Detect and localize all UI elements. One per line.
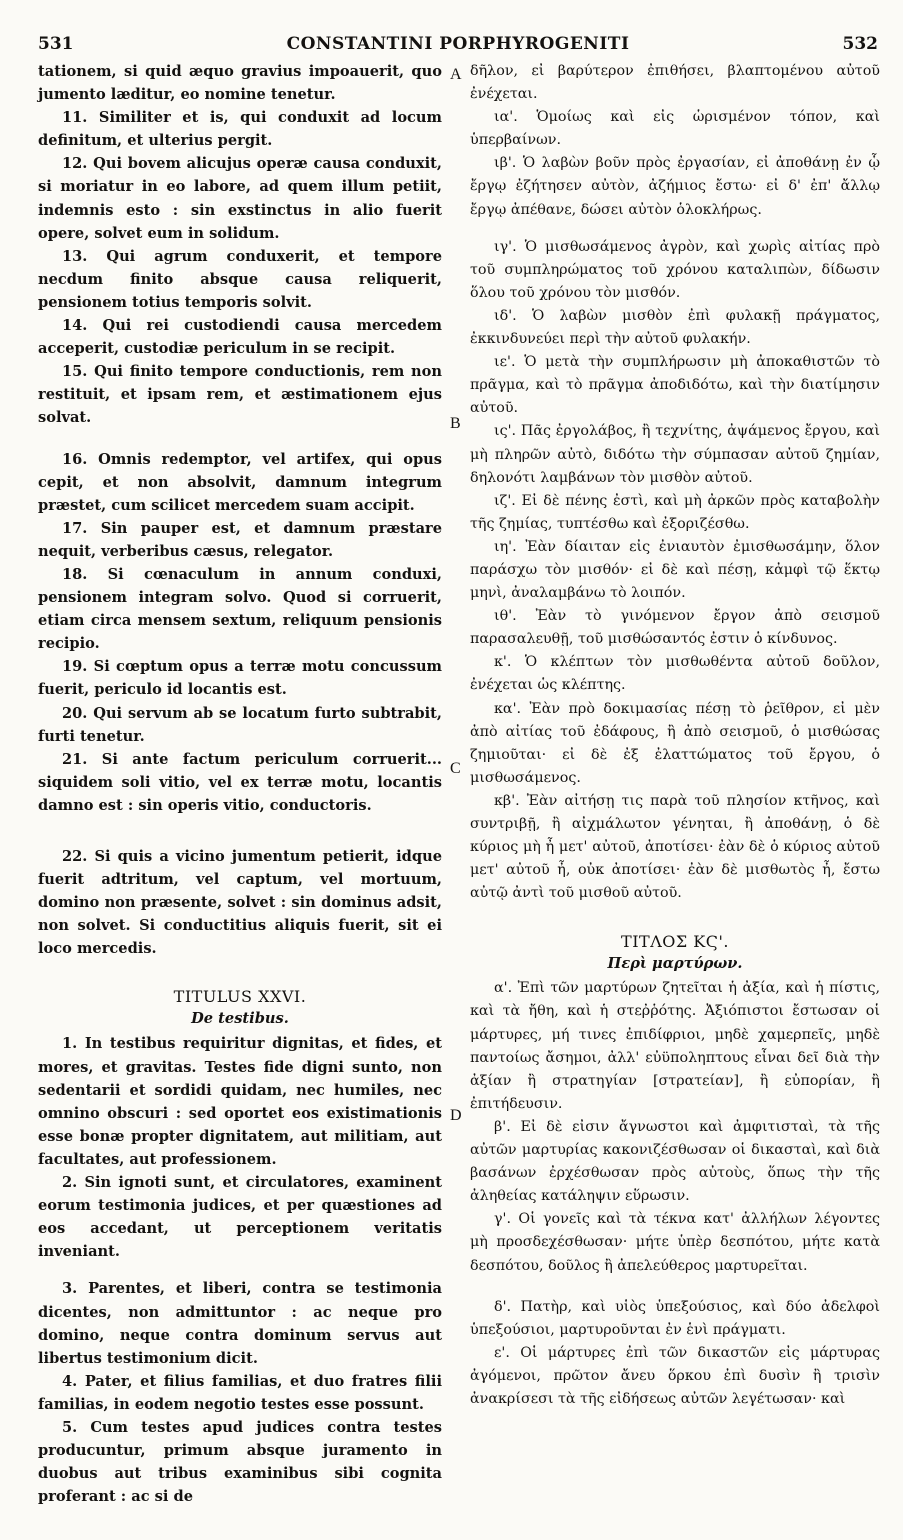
greek-section-title: ΤΙΤΛΟΣ ΚϚ'. bbox=[621, 932, 729, 952]
greek-paragraph: δῆλον, εἰ βαρύτερον ἐπιθήσει, βλαπτομένου αὐτοῦ ἐνέχεται. bbox=[470, 63, 880, 103]
latin-paragraph: 16. Omnis redemptor, vel artifex, qui opus cepit, et non absolvit, damnum integrum præstet, cum scilicet mercedem suam accipit. bbox=[38, 450, 442, 514]
latin-paragraph: 11. Similiter et is, qui conduxit ad locum definitum, et ulterius pergit. bbox=[38, 109, 442, 150]
page-header bbox=[38, 34, 878, 56]
greek-paragraph: ιζ'. Εἰ δὲ πένης ἐστὶ, καὶ μὴ ἀρκῶν πρὸς καταβολὴν τῆς ζημίας, τυπτέσθω καὶ ἐξοριζέσθω. bbox=[470, 492, 880, 532]
latin-paragraph: 21. Si ante factum periculum corruerit... siquidem soli vitio, vel ex terræ motu, locantis damno est : sin operis vitio, conductoris. bbox=[38, 750, 442, 814]
latin-column bbox=[38, 60, 442, 1508]
margin-mark-b: B bbox=[450, 415, 461, 432]
greek-paragraph: γ'. Οἱ γονεῖς καὶ τὰ τέκνα κατ' ἀλλήλων λέγοντες μὴ προσδεχέσθωσαν· μήτε ὑπὲρ δεσπότου, μήτε κατὰ δεσπότου, δοῦλος ἢ ἀπελεύθερος μαρτυρεῖται. bbox=[470, 1211, 880, 1274]
latin-paragraph: tationem, si quid æquo gravius impoauerit, quo jumento læditur, eo nomine tenetur. bbox=[38, 63, 442, 104]
greek-paragraph: ιε'. Ὁ μετὰ τὴν συμπλήρωσιν μὴ ἀποκαθιστῶν τὸ πρᾶγμα, καὶ τὸ πρᾶγμα ἀποδιδότω, καὶ τὴν διατίμησιν αὐτοῦ. bbox=[470, 354, 880, 417]
latin-paragraph: 22. Si quis a vicino jumentum petierit, idque fuerit adtritum, vel captum, vel mortuum, domino non præsente, solvet : sin dominus adsit, non solvet. Si conductitius aliquis fuerit, sit ei loco mercedis. bbox=[38, 848, 442, 958]
greek-paragraph: α'. Ἐπὶ τῶν μαρτύρων ζητεῖται ἡ ἀξία, καὶ ἡ πίστις, καὶ τὰ ἤθη, καὶ ἡ στεῤῥότης. Ἀξιόπιστοι ἔστωσαν οἱ μάρτυρες, μή τινες ἐπιδίφριοι, μηδὲ χαμερπεῖς, μηδὲ παντοίως ἄσημοι, ἀλλ' εὐϋποληπτους εἶναι δεῖ διὰ τὴν ἀξίαν ἢ στρατηγίαν [στρατείαν], ἢ εὐπορίαν, ἢ ἐπιτήδευσιν. bbox=[470, 980, 880, 1112]
greek-paragraph: ε'. Οἱ μάρτυρες ἐπὶ τῶν δικαστῶν εἰς μάρτυρας ἀγόμενοι, πρῶτον ἄνευ ὅρκου ἐπὶ δυσὶν ἢ τρισὶν ἀνακρίσεσι τὰ τῆς εἰδήσεως αὐτῶν λεγέτωσαν· καὶ bbox=[470, 1344, 880, 1407]
margin-mark-d: D bbox=[450, 1107, 462, 1124]
latin-paragraph: 3. Parentes, et liberi, contra se testimonia dicentes, non admittuntor : ac neque pro domino, neque contra dominum servus aut libertus testimonium dicit. bbox=[38, 1280, 442, 1367]
latin-paragraph: 17. Sin pauper est, et damnum præstare nequit, verberibus cæsus, relegator. bbox=[38, 519, 442, 560]
greek-paragraph: κα'. Ἐὰν πρὸ δοκιμασίας πέσῃ τὸ ῥεῖθρον, εἰ μὲν ἀπὸ αἰτίας τοῦ ἐδάφους, ἢ ἀπὸ σεισμοῦ, ὁ μισθώσας ζημιοῦται· εἰ δὲ ἐξ ἐλαττώματος τοῦ ἔργου, ὁ μισθωσάμενος. bbox=[470, 700, 880, 786]
latin-section-title: TITULUS XXVI. bbox=[173, 987, 307, 1007]
latin-paragraph: 1. In testibus requiritur dignitas, et fides, et mores, et gravitas. Testes fide digni sunto, non sedentarii et sordidi quidam, nec humiles, nec omnino obscuri : sed oportet eos existimationis esse bonæ propter dignitatem, aut militiam, aut facultates, aut professionem. bbox=[38, 1035, 442, 1168]
greek-paragraph: κ'. Ὁ κλέπτων τὸν μισθωθέντα αὐτοῦ δοῦλον, ἐνέχεται ὡς κλέπτης. bbox=[470, 654, 880, 694]
latin-section-subtitle: De testibus. bbox=[191, 1010, 289, 1028]
latin-paragraph: 5. Cum testes apud judices contra testes producuntur, primum absque juramento in duobus aut tribus examinibus sibi cognita proferant : ac si de bbox=[38, 1418, 442, 1506]
margin-mark-a: A bbox=[450, 66, 462, 83]
greek-paragraph: ιβ'. Ὁ λαβὼν βοῦν πρὸς ἐργασίαν, εἰ ἀποθάνῃ ἐν ᾧ ἔργῳ ἐζήτησεν αὐτὸν, ἀζήμιος ἔστω· εἰ δ' ἐπ' ἄλλῳ ἔργῳ ἀπέθανε, δώσει αὐτὸν ὁλοκλήρως. bbox=[470, 155, 880, 218]
greek-paragraph: ιθ'. Ἐὰν τὸ γινόμενον ἔργον ἀπὸ σεισμοῦ παρασαλευθῇ, τοῦ μισθώσαντός ἐστιν ὁ κίνδυνος. bbox=[470, 608, 880, 648]
running-title: CONSTANTINI PORPHYROGENITI bbox=[286, 34, 630, 54]
margin-mark-c: C bbox=[450, 760, 461, 777]
latin-paragraph: 15. Qui finito tempore conductionis, rem non restituit, et ipsam rem, et æstimationem ejus solvat. bbox=[38, 363, 442, 427]
greek-paragraph: κβ'. Ἐὰν αἰτήσῃ τις παρὰ τοῦ πλησίον κτῆνος, καὶ συντριβῇ, ἢ αἰχμάλωτον γένηται, ἢ ἀποθάνῃ, ὁ δὲ κύριος μὴ ἦ μετ' αὐτοῦ, ἀποτίσει· ἐὰν δὲ ὁ κύριος αὐτοῦ μετ' αὐτοῦ ἦ, οὐκ ἀποτίσει· ἐὰν δὲ μισθωτὸς ἦ, ἔστω αὐτῷ ἀντὶ τοῦ μισθοῦ αὐτοῦ. bbox=[470, 792, 880, 902]
greek-paragraph: δ'. Πατὴρ, καὶ υἱὸς ὑπεξούσιος, καὶ δύο ἀδελφοὶ ὑπεξούσιοι, μαρτυροῦνται ἐν ἑνὶ πράγματι. bbox=[470, 1298, 880, 1338]
greek-paragraph: ιη'. Ἐὰν δίαιταν εἰς ἐνιαυτὸν ἐμισθωσάμην, ὅλον παράσχω τὸν μισθόν· εἰ δὲ καὶ πέσῃ, κἀμφὶ τῷ ἕκτῳ μηνὶ, ἀναλαμβάνω τὸ λοιπόν. bbox=[470, 538, 880, 602]
greek-column bbox=[470, 60, 880, 1411]
latin-paragraph: 2. Sin ignoti sunt, et circulatores, examinent eorum testimonia judices, et per quæstiones ad eos accedant, ut perceptionem veritatis inveniant. bbox=[38, 1174, 442, 1261]
greek-paragraph: ιδ'. Ὁ λαβὼν μισθὸν ἐπὶ φυλακῇ πράγματος, ἐκκινδυνεύει περὶ τὴν αὐτοῦ φυλακήν. bbox=[470, 307, 880, 348]
greek-section-subtitle: Περὶ μαρτύρων. bbox=[607, 955, 743, 973]
latin-paragraph: 20. Qui servum ab se locatum furto subtrabit, furti tenetur. bbox=[38, 704, 442, 745]
greek-paragraph: ια'. Ὁμοίως καὶ εἰς ὡρισμένον τόπον, καὶ ὑπερβαίνων. bbox=[470, 109, 880, 149]
page-number-left: 531 bbox=[38, 34, 74, 54]
page-number-right: 532 bbox=[842, 34, 878, 54]
latin-paragraph: 14. Qui rei custodiendi causa mercedem acceperit, custodiæ periculum in se recipit. bbox=[38, 317, 442, 358]
latin-paragraph: 13. Qui agrum conduxerit, et tempore necdum finito absque causa reliquerit, pensionem totius temporis solvit. bbox=[38, 247, 442, 311]
latin-paragraph: 19. Si cœptum opus a terræ motu concussum fuerit, periculo id locantis est. bbox=[38, 658, 442, 699]
latin-paragraph: 4. Pater, et filius familias, et duo fratres filii familias, in eodem negotio testes esse possunt. bbox=[38, 1372, 442, 1413]
latin-paragraph: 18. Si cœnaculum in annum conduxi, pensionem integram solvo. Quod si corruerit, etiam circa mensem sextum, reliquum pensionis recipio. bbox=[38, 565, 442, 653]
greek-paragraph: β'. Εἰ δὲ εἰσιν ἄγνωστοι καὶ ἀμφιτισταὶ, τὰ τῆς αὐτῶν μαρτυρίας κακονιζέσθωσαν οἱ δικασταὶ, καὶ διὰ βασάνων ἐρχέσθωσαν πρὸς αὐτοὺς, ὅπως τὴν τῆς ἀληθείας κατάληψιν εὕρωσιν. bbox=[470, 1118, 880, 1205]
greek-paragraph: ις'. Πᾶς ἐργολάβος, ἢ τεχνίτης, ἀψάμενος ἔργου, καὶ μὴ πληρῶν αὐτὸ, διδότω τὴν σύμπασαν αὐτοῦ ζημίαν, δηλονότι λαμβάνων τὸν μισθὸν αὐτοῦ. bbox=[470, 423, 880, 486]
latin-paragraph: 12. Qui bovem alicujus operæ causa conduxit, si moriatur in eo labore, ad quem illum petiit, indemnis esto : sin exstinctus in alio fuerit opere, solvet eum in solidum. bbox=[38, 155, 442, 242]
greek-paragraph: ιγ'. Ὁ μισθωσάμενος ἀγρὸν, καὶ χωρὶς αἰτίας πρὸ τοῦ συμπληρώματος τοῦ χρόνου καταλιπὼν, δίδωσιν ὅλου τοῦ χρόνου τὸν μισθόν. bbox=[470, 238, 880, 301]
